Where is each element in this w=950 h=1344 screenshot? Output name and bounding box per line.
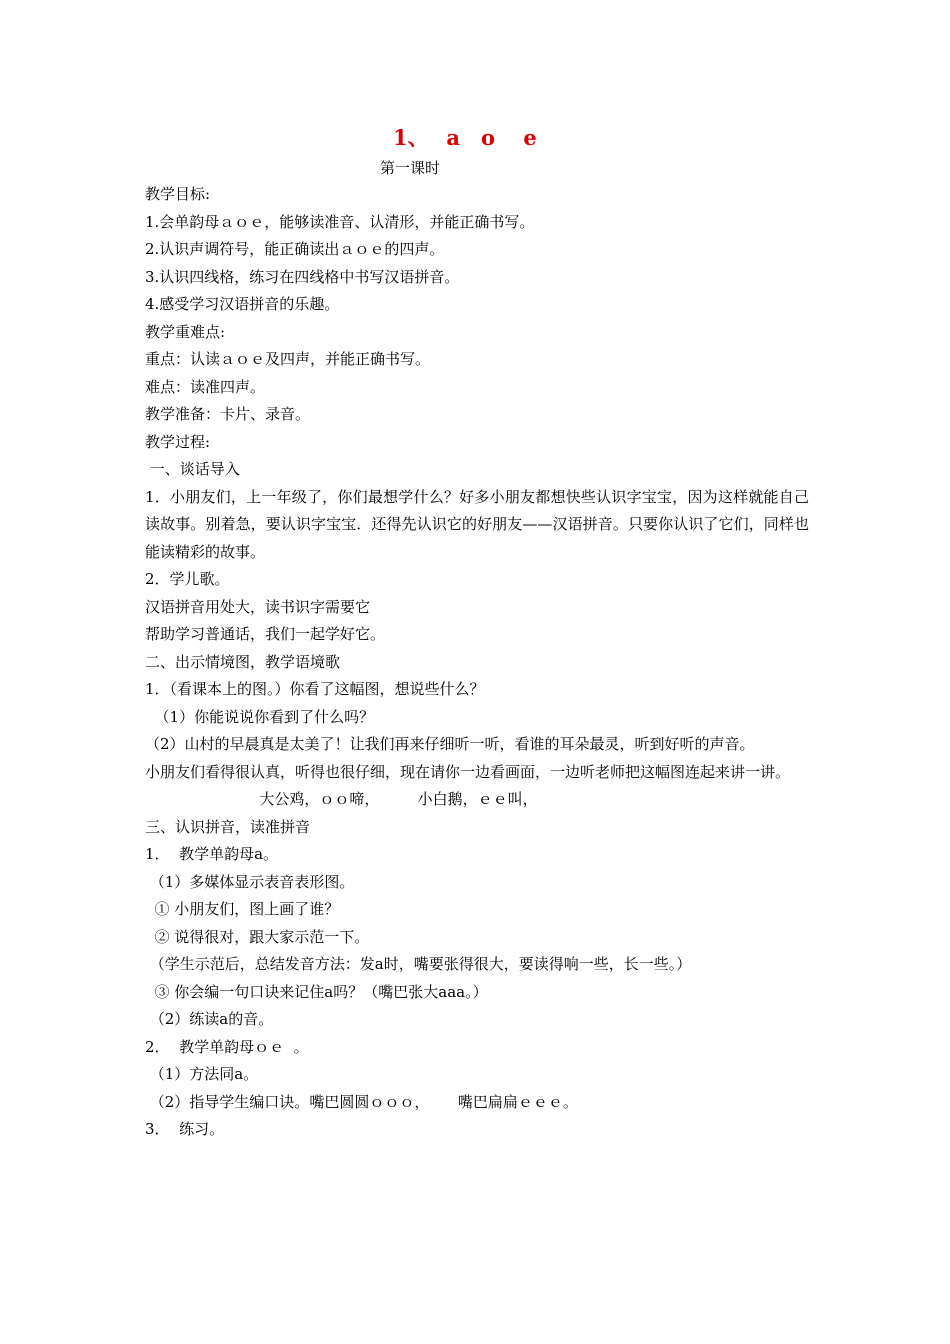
step-heading-intro: 一、谈话导入 (145, 460, 240, 478)
sub-item: （1）你能说说你看到了什么吗？ (145, 707, 375, 726)
sub-item: （1）多媒体显示表音表形图。 (145, 872, 355, 891)
sub-item: ② 说得很对，跟大家示范一下。 (145, 927, 370, 946)
sub-item: （2）山村的早晨真是太美了！让我们再来仔细听一听，看谁的耳朵最灵，听到好听的声音。 (145, 735, 755, 753)
objective-item: 1.会单韵母ａｏｅ，能够读准音、认清形，并能正确书写。 (145, 212, 535, 231)
section-heading-key-points: 教学重难点: (145, 322, 226, 341)
step-heading-pinyin: 三、认识拼音，读准拼音 (145, 817, 311, 836)
paragraph: 小朋友们看得很认真，听得也很仔细，现在请你一边看画面，一边听老师把这幅图连起来讲一讲。 (145, 762, 791, 781)
sub-item: ① 小朋友们，图上画了谁？ (145, 900, 340, 918)
step-heading-scene: 二、出示情境图，教学语境歌 (145, 652, 341, 671)
step-item: 2．学儿歌。 (145, 570, 230, 588)
sub-item: （2）练读a的音。 (145, 1010, 274, 1028)
lesson-subtitle: 第一课时 (380, 159, 441, 177)
objective-item: 3.认识四线格，练习在四线格中书写汉语拼音。 (145, 267, 460, 286)
sub-item: （2）指导学生编口诀。嘴巴圆圆ｏｏｏ， 嘴巴扁扁ｅｅｅ。 (145, 1092, 578, 1111)
rhyme-line: 汉语拼音用处大，读书识字需要它 (145, 597, 371, 616)
key-point: 重点：认读ａｏｅ及四声，并能正确书写。 (145, 350, 431, 368)
objective-item: 2.认识声调符号，能正确读出ａｏｅ的四声。 (145, 240, 445, 258)
step-item: 1．（看课本上的图。）你看了这幅图，想说些什么？ (145, 680, 485, 698)
section-heading-process: 教学过程: (145, 432, 211, 451)
rhyme-line: 帮助学习普通话，我们一起学好它。 (145, 625, 386, 643)
step-item: 2． 教学单韵母ｏｅ 。 (145, 1037, 309, 1056)
lesson-body (145, 181, 809, 1144)
paragraph-intro: 1．小朋友们，上一年级了，你们最想学什么？好多小朋友都想快些认识字宝宝，因为这样就能自己读故事。别着急，要认识字宝宝．还得先认识它的好朋友——汉语拼音。只要你认识了它们，同样也能读精彩的故事。 (145, 487, 809, 561)
sub-item: （1）方法同a。 (145, 1065, 259, 1083)
song-line: 大公鸡，ｏｏ啼， 小白鹅，ｅｅ叫， (145, 790, 538, 808)
sub-item: ③ 你会编一句口诀来记住a吗？（嘴巴张大aaa。） (145, 982, 488, 1001)
difficult-point: 难点：读准四声。 (145, 377, 266, 396)
step-item: 3． 练习。 (145, 1120, 225, 1138)
teaching-preparation: 教学准备：卡片、录音。 (145, 405, 311, 423)
lesson-title: 1、 a o e (393, 125, 537, 150)
sub-item: （学生示范后，总结发音方法：发a时，嘴要张得很大，要读得响一些，长一些。） (145, 955, 692, 973)
objective-item: 4.感受学习汉语拼音的乐趣。 (145, 295, 340, 313)
section-heading-objectives: 教学目标: (145, 185, 211, 203)
step-item: 1． 教学单韵母a。 (145, 845, 279, 863)
